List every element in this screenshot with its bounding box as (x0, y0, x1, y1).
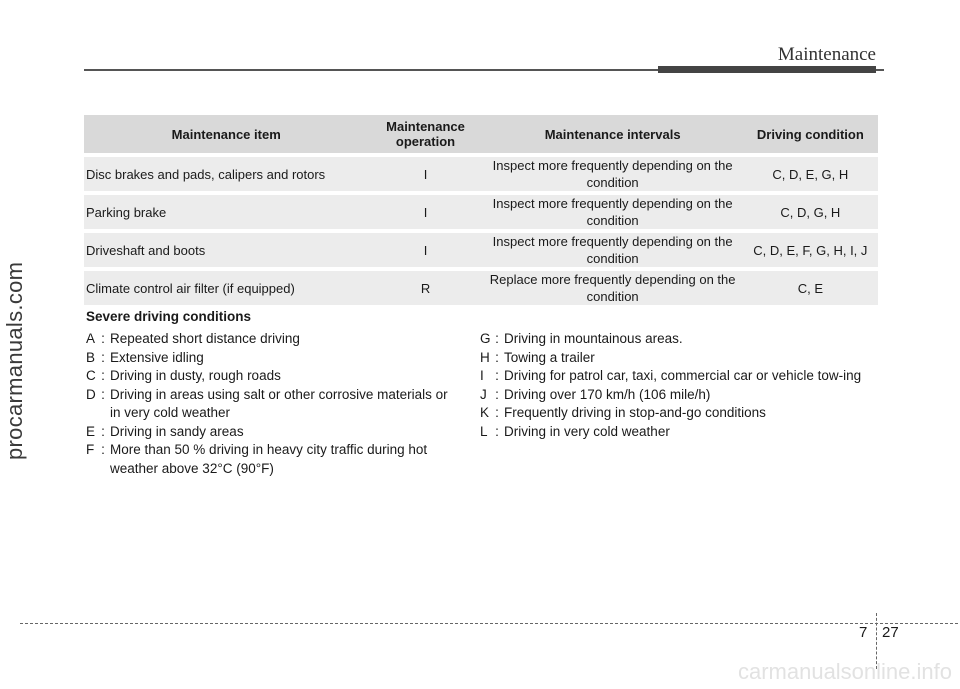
severe-conditions-title: Severe driving conditions (86, 309, 252, 324)
cell-interval: Inspect more frequently depending on the condition (483, 157, 743, 191)
header-maintenance-intervals: Maintenance intervals (483, 115, 743, 153)
condition-text: Repeated short distance driving (110, 331, 300, 346)
cell-operation: I (368, 157, 482, 191)
condition-separator: : (101, 368, 105, 383)
header-driving-condition: Driving condition (743, 115, 878, 153)
condition-separator: : (101, 386, 105, 402)
list-item (86, 423, 456, 442)
condition-letter: F (86, 442, 95, 457)
header-accent-bar (658, 66, 876, 73)
list-item (86, 349, 456, 368)
cell-condition: C, D, E, G, H (743, 157, 878, 191)
footer-divider (20, 623, 958, 624)
condition-separator: : (101, 423, 105, 439)
condition-text: Driving in mountainous areas. (504, 331, 683, 346)
condition-letter: J (480, 386, 487, 402)
cell-item: Driveshaft and boots (84, 233, 368, 267)
list-item (86, 330, 456, 349)
list-item (86, 441, 456, 478)
condition-separator: : (495, 423, 499, 439)
chapter-number: 7 (859, 624, 868, 641)
condition-letter: E (86, 423, 96, 439)
table-row (84, 233, 878, 267)
table-header-row (84, 115, 878, 153)
list-item (480, 423, 880, 442)
condition-separator: : (495, 368, 499, 383)
table-row (84, 271, 878, 305)
condition-letter: L (480, 423, 488, 439)
condition-letter: D (86, 386, 96, 402)
condition-text: Extensive idling (110, 349, 204, 365)
condition-letter: H (480, 349, 490, 365)
list-item (86, 367, 456, 386)
cell-operation: R (368, 271, 482, 305)
list-item (480, 367, 880, 386)
list-item (480, 349, 880, 368)
condition-text: Driving in very cold weather (504, 423, 670, 439)
condition-text: Driving in dusty, rough roads (110, 368, 281, 383)
condition-letter: K (480, 405, 490, 420)
condition-letter: C (86, 368, 96, 383)
list-item (480, 404, 880, 423)
header-maintenance-operation: Maintenance operation (368, 115, 482, 153)
condition-letter: A (86, 331, 96, 346)
condition-text: Towing a trailer (504, 349, 595, 365)
section-title: Maintenance (777, 44, 876, 65)
condition-text: Frequently driving in stop-and-go conditions (504, 405, 766, 420)
condition-letter: I (480, 368, 484, 383)
condition-letter: G (480, 331, 491, 346)
condition-separator: : (101, 442, 105, 457)
condition-separator: : (495, 386, 499, 402)
cell-item: Disc brakes and pads, calipers and rotors (84, 157, 368, 191)
cell-condition: C, D, E, F, G, H, I, J (743, 233, 878, 267)
conditions-list-right (480, 330, 880, 441)
bottom-watermark: carmanualsonline.info (737, 659, 952, 684)
table-row (84, 195, 878, 229)
header-maintenance-item: Maintenance item (84, 115, 368, 153)
cell-interval: Inspect more frequently depending on the condition (483, 233, 743, 267)
cell-item: Climate control air filter (if equipped) (84, 271, 368, 305)
condition-text: Driving in areas using salt or other corrosive materials or in very cold weather (110, 386, 448, 420)
maintenance-table (84, 111, 878, 309)
cell-condition: C, D, G, H (743, 195, 878, 229)
cell-interval: Replace more frequently depending on the condition (483, 271, 743, 305)
condition-text: Driving for patrol car, taxi, commercial car or vehicle tow-ing (504, 368, 862, 383)
cell-condition: C, E (743, 271, 878, 305)
condition-separator: : (495, 349, 499, 365)
list-item (480, 386, 880, 405)
condition-separator: : (101, 349, 105, 365)
condition-text: Driving in sandy areas (110, 423, 244, 439)
condition-separator: : (101, 331, 105, 346)
page-number: 27 (882, 624, 899, 641)
cell-operation: I (368, 233, 482, 267)
list-item (480, 330, 880, 349)
condition-letter: B (86, 349, 96, 365)
condition-separator: : (495, 405, 499, 420)
table-row (84, 157, 878, 191)
cell-operation: I (368, 195, 482, 229)
condition-separator: : (495, 331, 499, 346)
side-watermark: procarmanuals.com (2, 261, 27, 460)
conditions-list-left (86, 330, 456, 478)
list-item (86, 386, 456, 423)
condition-text: Driving over 170 km/h (106 mile/h) (504, 386, 711, 402)
condition-text: More than 50 % driving in heavy city traffic during hot weather above 32°C (90°F) (110, 442, 428, 476)
cell-item: Parking brake (84, 195, 368, 229)
cell-interval: Inspect more frequently depending on the condition (483, 195, 743, 229)
